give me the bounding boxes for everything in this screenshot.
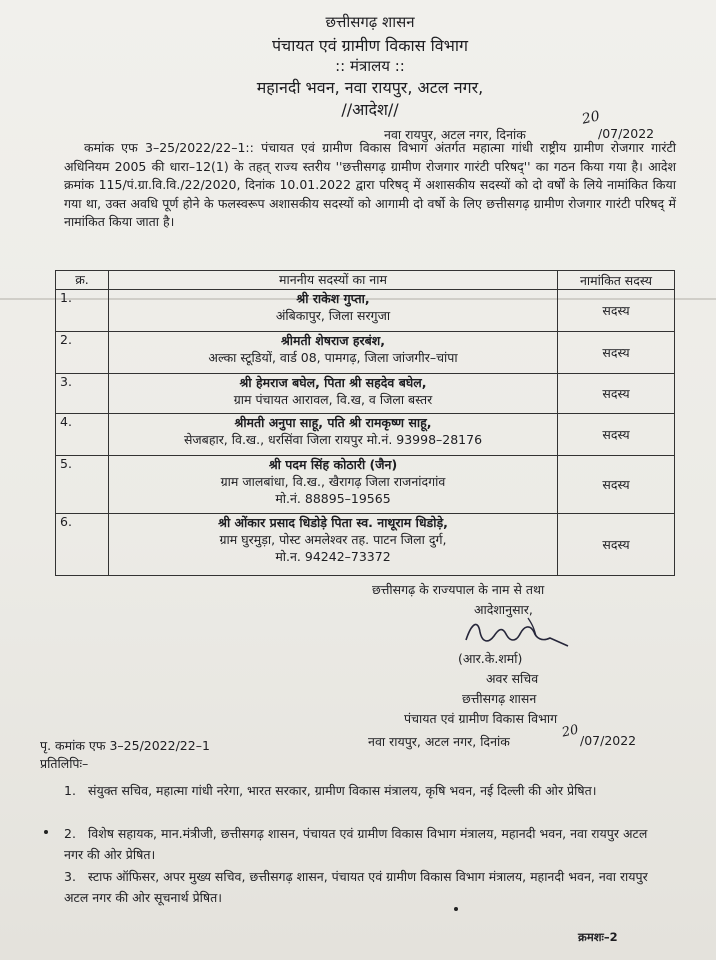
row-member	[109, 414, 558, 456]
row-role: सदस्य	[558, 456, 675, 514]
row-member	[109, 514, 558, 576]
header-role: नामांकित सदस्य	[558, 271, 675, 290]
endorsement-place: नवा रायपुर, अटल नगर, दिनांक	[368, 734, 510, 749]
order-paragraph: कमांक एफ 3–25/2022/22–1:: पंचायत एवं ग्रामीण विकास विभाग अंतर्गत महात्मा गांधी राष्ट्रीय ग्रामीण रोजगार गारंटी अधिनियम 2005 की धारा–12(1) के तहत् राज्य स्तरीय ''छत्तीसगढ़ ग्रामीण रोजगार गारंटी परिषद्'' का गठन किया गया है। आदेश क्रमांक 115/पं.ग्रा.वि.वि./22/2020, दिनांक 10.01.2022 द्वारा परिषद् में अशासकीय सदस्यों को दो वर्षों के लिये नामांकित किया गया था, उक्त अवधि पूर्ण होने के फलस्वरूप अशासकीय सदस्यों को आगामी दो वर्षो के लिए छत्तीसगढ़ ग्रामीण रोजगार गारंटी परिषद् में नामांकित किया जाता है।	[64, 140, 676, 229]
copy-text: संयुक्त सचिव, महात्मा गांधी नरेगा, भारत सरकार, ग्रामीण विकास मंत्रालय, कृषि भवन, नई दिल्ली की ओर प्रेषित।	[88, 783, 597, 798]
row-role: सदस्य	[558, 414, 675, 456]
row-member	[109, 290, 558, 332]
row-sno: 1.	[56, 290, 109, 332]
signatory-name: (आर.के.शर्मा)	[458, 651, 523, 666]
header-name: माननीय सदस्यों का नाम	[109, 271, 558, 290]
signatory-designation: अवर सचिव	[486, 671, 539, 686]
member-name: श्रीमती अनुपा साहू, पति श्री रामकृष्ण साहू,	[234, 415, 432, 430]
row-sno: 3.	[56, 374, 109, 414]
row-role: सदस्य	[558, 290, 675, 332]
member-address: अंबिकापुर, जिला सरगुजा	[275, 308, 391, 323]
copy-number: 2.	[64, 826, 76, 841]
header-address: महानदी भवन, नवा रायपुर, अटल नगर,	[256, 78, 484, 97]
row-role: सदस्य	[558, 514, 675, 576]
governor-line: छत्तीसगढ़ के राज्यपाल के नाम से तथा	[372, 582, 545, 597]
table-row	[56, 374, 675, 414]
table-row	[56, 456, 675, 514]
by-order: आदेशानुसार,	[474, 602, 533, 617]
row-role: सदस्य	[558, 332, 675, 374]
member-name: श्री राकेश गुप्ता,	[296, 291, 370, 306]
copy-number: 3.	[64, 869, 76, 884]
header-department: पंचायत एवं ग्रामीण विकास विभाग	[271, 36, 469, 55]
members-table	[55, 270, 675, 576]
header-ministry: :: मंत्रालय ::	[335, 57, 405, 75]
table-row	[56, 414, 675, 456]
table-header-row	[56, 271, 675, 290]
signature-scribble	[458, 612, 578, 652]
table-row	[56, 332, 675, 374]
row-role: सदस्य	[558, 374, 675, 414]
date-rest: /07/2022	[598, 126, 655, 141]
row-member	[109, 456, 558, 514]
continued-marker: क्रमशः–2	[578, 930, 618, 944]
margin-dot	[454, 907, 458, 911]
member-name: श्री पदम सिंह कोठारी (जैन)	[268, 457, 398, 472]
row-sno: 2.	[56, 332, 109, 374]
table-row	[56, 514, 675, 576]
header-sno: क्र.	[56, 271, 109, 290]
copy-label: प्रतिलिपिः–	[40, 756, 89, 771]
endorsement-number: पृ. कमांक एफ 3–25/2022/22–1	[40, 738, 210, 753]
member-phone: मो.न. 94242–73372	[275, 549, 391, 564]
copy-item	[64, 823, 664, 865]
copy-item	[64, 780, 664, 801]
signatory-govt: छत्तीसगढ़ शासन	[462, 691, 537, 706]
row-sno: 5.	[56, 456, 109, 514]
row-sno: 6.	[56, 514, 109, 576]
member-phone: मो.नं. 88895–19565	[275, 491, 391, 506]
member-address: ग्राम पंचायत आरावल, वि.ख, व जिला बस्तर	[233, 392, 433, 407]
member-address: ग्राम घुरमुड़ा, पोस्ट अमलेश्वर तह. पाटन जिला दुर्ग,	[219, 532, 447, 547]
copy-item	[64, 866, 664, 908]
header-order-title: //आदेश//	[341, 100, 399, 119]
member-address: अल्का स्टूडियों, वार्ड 08, पामगढ़, जिला जांजगीर–चांपा	[208, 350, 458, 365]
handwritten-date: 20	[580, 108, 602, 128]
endorsement-date-rest: /07/2022	[580, 733, 637, 748]
copy-text: विशेष सहायक, मान.मंत्रीजी, छत्तीसगढ़ शासन, पंचायत एवं ग्रामीण विकास विभाग मंत्रालय, महानदी भवन, नवा रायपुर अटल नगर की ओर प्रेषित।	[64, 826, 648, 862]
row-member	[109, 332, 558, 374]
member-address: ग्राम जालबांधा, वि.ख., खैरागढ़ जिला राजनांदगांव	[220, 474, 446, 489]
member-address: सेजबहार, वि.ख., धरसिंवा जिला रायपुर मो.नं. 93998–28176	[183, 432, 483, 447]
date-place: नवा रायपुर, अटल नगर, दिनांक	[384, 127, 526, 142]
signatory-department: पंचायत एवं ग्रामीण विकास विभाग	[404, 711, 558, 726]
copy-number: 1.	[64, 783, 76, 798]
copy-text: स्टाफ ऑफिसर, अपर मुख्य सचिव, छत्तीसगढ़ शासन, पंचायत एवं ग्रामीण विकास विभाग मंत्रालय, महानदी भवन, नवा रायपुर अटल नगर की ओर सूचनार्थ प्रेषित।	[64, 869, 648, 905]
member-name: श्री ओंकार प्रसाद धिडोड़े पिता स्व. नाथूराम धिडोड़े,	[218, 515, 448, 530]
table-row	[56, 290, 675, 332]
endorsement-handwritten-date: 20	[560, 722, 580, 741]
row-sno: 4.	[56, 414, 109, 456]
margin-dot	[44, 830, 48, 834]
member-name: श्रीमती शेषराज हरबंश,	[280, 333, 386, 348]
member-name: श्री हेमराज बघेल, पिता श्री सहदेव बघेल,	[239, 375, 427, 390]
row-member	[109, 374, 558, 414]
header-govt: छत्तीसगढ़ शासन	[325, 13, 415, 31]
